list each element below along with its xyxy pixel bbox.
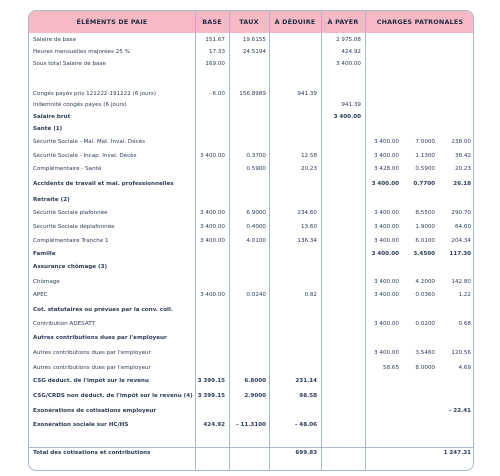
row-base	[195, 333, 225, 344]
row-charge-base: 58.65	[382, 365, 399, 371]
table-row	[29, 277, 473, 288]
row-taux	[229, 363, 266, 374]
row-taux	[229, 124, 266, 135]
row-a-deduire: 0.82	[304, 292, 317, 298]
row-a-deduire	[269, 406, 317, 417]
row-base	[195, 277, 225, 288]
row-a-deduire	[269, 195, 317, 206]
row-taux	[229, 348, 266, 359]
row-a-deduire	[269, 112, 317, 123]
row-charge-taux: 3.4500	[413, 251, 435, 257]
row-charge-base	[365, 47, 399, 58]
row-charge-taux	[401, 305, 435, 316]
row-a-payer	[321, 137, 361, 148]
table-row	[29, 179, 473, 190]
row-a-payer	[321, 195, 361, 206]
row-label: Heures mensuelles majorées 25 %	[33, 49, 130, 55]
row-a-deduire: - 48.06	[295, 422, 317, 428]
row-charge-montant	[437, 59, 471, 70]
row-base	[195, 195, 225, 206]
row-base: 3 400.00	[200, 153, 225, 159]
row-charge-montant	[437, 305, 471, 316]
row-taux	[229, 333, 266, 344]
row-a-payer	[321, 208, 361, 219]
row-base: 169.00	[205, 61, 225, 67]
row-label: Santé (1)	[33, 126, 63, 132]
row-a-payer: 941.39	[341, 102, 361, 108]
row-charge-base: 3 400.00	[374, 224, 399, 230]
row-base: 17.33	[208, 49, 225, 55]
row-base	[195, 448, 225, 459]
row-taux	[229, 249, 266, 260]
row-a-deduire: 136.34	[297, 238, 317, 244]
header-elements: ÉLÉMENTS DE PAIE	[76, 18, 148, 26]
row-charge-base	[365, 376, 399, 387]
row-a-payer	[321, 124, 361, 135]
row-charge-taux	[401, 391, 435, 402]
row-charge-montant: 0.68	[458, 321, 471, 327]
row-charge-taux: 0.7700	[413, 181, 435, 187]
row-charge-taux: 0.0200	[415, 321, 435, 327]
row-charge-taux: 6.0100	[415, 238, 435, 244]
row-a-deduire	[269, 333, 317, 344]
row-a-payer	[321, 249, 361, 260]
row-charge-taux: 7.0000	[415, 139, 435, 145]
row-taux: 2.9000	[244, 393, 266, 399]
row-charge-taux	[401, 333, 435, 344]
row-charge-taux: 3.5460	[415, 350, 435, 356]
row-label: Congés payés pris 121222-191222 (6 jours)	[33, 91, 157, 97]
table-row	[29, 305, 473, 316]
row-taux: 6.8000	[244, 378, 266, 384]
row-base: - 6.00	[208, 91, 225, 97]
row-taux: 0.5900	[246, 166, 266, 172]
row-label: Retraite (2)	[33, 197, 70, 203]
row-charge-montant: 38.42	[454, 153, 471, 159]
row-charge-taux: 8.0000	[415, 365, 435, 371]
row-base	[195, 112, 225, 123]
row-charge-montant: 64.60	[454, 224, 471, 230]
row-taux	[229, 59, 266, 70]
row-taux	[229, 179, 266, 190]
row-a-payer	[321, 236, 361, 247]
row-charge-base	[365, 406, 399, 417]
table-row	[29, 124, 473, 135]
row-base	[195, 124, 225, 135]
row-label: Exonérations de cotisations employeur	[33, 408, 157, 414]
row-label: Sécurité Sociale - Incap. Inval. Décès	[33, 153, 137, 159]
row-label: Salaire brut	[33, 114, 71, 120]
row-charge-montant: 204.34	[451, 238, 471, 244]
row-a-deduire	[269, 137, 317, 148]
row-a-payer: 2 975.08	[336, 37, 361, 43]
row-taux	[229, 277, 266, 288]
header-taux: TAUX	[239, 18, 259, 26]
table-row	[29, 391, 473, 402]
row-charge-base	[365, 448, 399, 459]
row-charge-base: 3 400.00	[374, 210, 399, 216]
row-label: Famille	[33, 251, 56, 257]
row-a-payer: 3 400.00	[336, 61, 361, 67]
table-row	[29, 262, 473, 273]
header-charges-patronales: CHARGES PATRONALES	[376, 18, 464, 26]
row-a-payer: 424.92	[341, 49, 361, 55]
row-charge-taux	[401, 406, 435, 417]
row-a-payer	[321, 448, 361, 459]
row-label: Complémentaire - Santé	[33, 166, 102, 172]
row-a-deduire	[269, 348, 317, 359]
row-charge-taux	[401, 262, 435, 273]
row-a-deduire: 13.60	[300, 224, 317, 230]
row-charge-base	[365, 333, 399, 344]
row-taux: 156.8989	[239, 91, 266, 97]
row-taux	[229, 305, 266, 316]
row-charge-montant	[437, 112, 471, 123]
row-charge-taux: 4.2000	[415, 279, 435, 285]
row-charge-taux	[401, 420, 435, 431]
row-taux: 19.6155	[242, 37, 266, 43]
row-a-payer	[321, 363, 361, 374]
row-charge-base: 3 428.00	[374, 166, 399, 172]
table-row	[29, 151, 473, 162]
row-charge-montant	[437, 100, 471, 111]
row-base	[195, 348, 225, 359]
header-a-payer: À PAYER	[327, 18, 359, 26]
row-charge-taux	[401, 124, 435, 135]
header-base: BASE	[202, 18, 222, 26]
row-a-payer	[321, 179, 361, 190]
row-a-payer	[321, 222, 361, 233]
row-a-deduire: 20.23	[300, 166, 317, 172]
row-a-payer	[321, 348, 361, 359]
row-label: Assurance chômage (3)	[33, 264, 108, 270]
row-a-deduire	[269, 305, 317, 316]
row-charge-montant	[437, 391, 471, 402]
row-label: Autres contributions dues par l'employeur	[33, 365, 151, 371]
table-row	[29, 59, 473, 70]
row-charge-taux: 1.1300	[415, 153, 435, 159]
row-base	[195, 164, 225, 175]
row-charge-montant: - 22.41	[449, 408, 471, 414]
row-charge-taux: 0.0360	[415, 292, 435, 298]
row-a-deduire	[269, 319, 317, 330]
row-charge-montant	[437, 420, 471, 431]
row-charge-base	[365, 391, 399, 402]
table-row	[29, 208, 473, 219]
row-a-deduire: 699.83	[295, 450, 317, 456]
row-a-deduire	[269, 35, 317, 46]
row-label: Sécurité Sociale plafonnée	[33, 210, 108, 216]
row-label: Salaire de base	[33, 37, 77, 43]
row-base	[195, 100, 225, 111]
row-base	[195, 137, 225, 148]
row-label: Total des cotisations et contributions	[33, 450, 151, 456]
header-a-deduire: À DÉDUIRE	[274, 18, 316, 26]
row-charge-montant	[437, 89, 471, 100]
row-a-deduire: 12.58	[300, 153, 317, 159]
row-charge-base	[365, 305, 399, 316]
row-a-deduire: 234.60	[297, 210, 317, 216]
row-base: 3 399.15	[197, 378, 225, 384]
row-taux: 6.9000	[246, 210, 266, 216]
row-base: 3 400.00	[200, 292, 225, 298]
row-label: Cot. statutaires ou prévues par la conv. coll.	[33, 307, 173, 313]
row-charge-montant: 1 247.31	[443, 450, 471, 456]
row-charge-taux	[401, 376, 435, 387]
row-charge-base: 3 400.00	[374, 350, 399, 356]
row-charge-montant	[437, 195, 471, 206]
row-charge-base	[365, 112, 399, 123]
row-charge-base	[365, 35, 399, 46]
table-row	[29, 164, 473, 175]
row-label: CSG déduct. de l'impôt sur le revenu	[33, 378, 149, 384]
row-label: Chômage	[33, 279, 60, 285]
row-a-payer	[321, 406, 361, 417]
row-taux	[229, 137, 266, 148]
table-row	[29, 89, 473, 100]
table-row	[29, 47, 473, 58]
row-base: 3 399.15	[197, 393, 225, 399]
table-row	[29, 363, 473, 374]
row-a-deduire	[269, 277, 317, 288]
row-charge-taux	[401, 47, 435, 58]
row-base: 3 400.00	[200, 210, 225, 216]
row-base: 151.67	[205, 37, 225, 43]
row-charge-base: 3 400.00	[374, 238, 399, 244]
row-charge-base	[365, 59, 399, 70]
row-charge-montant	[437, 47, 471, 58]
row-label: Sécurité Sociale déplafonnée	[33, 224, 115, 230]
row-a-payer	[321, 305, 361, 316]
row-charge-base	[365, 100, 399, 111]
row-base: 3 400.00	[200, 224, 225, 230]
row-charge-taux: 1.9000	[415, 224, 435, 230]
row-charge-montant: 142.80	[451, 279, 471, 285]
row-taux	[229, 319, 266, 330]
row-charge-montant	[437, 35, 471, 46]
row-a-deduire: 98.58	[299, 393, 317, 399]
row-charge-base: 3 400.00	[374, 321, 399, 327]
table-row	[29, 249, 473, 260]
table-header	[29, 11, 473, 33]
row-base: 424.92	[203, 422, 225, 428]
row-charge-montant	[437, 333, 471, 344]
row-taux: 0.0240	[246, 292, 266, 298]
row-base	[195, 179, 225, 190]
row-a-deduire	[269, 249, 317, 260]
table-row	[29, 112, 473, 123]
row-base	[195, 262, 225, 273]
row-a-payer	[321, 290, 361, 301]
row-label: Complémentaire Tranche 1	[33, 238, 109, 244]
table-row	[29, 290, 473, 301]
row-charge-base: 3 400.00	[374, 153, 399, 159]
row-charge-taux	[401, 89, 435, 100]
row-base	[195, 305, 225, 316]
row-charge-montant: 4.69	[458, 365, 471, 371]
row-label: Indemnité congés payés (6 jours)	[33, 102, 127, 108]
row-charge-taux: 0.5900	[415, 166, 435, 172]
table-row	[29, 420, 473, 431]
row-charge-montant: 117.30	[449, 251, 471, 257]
row-a-payer	[321, 262, 361, 273]
row-taux	[229, 262, 266, 273]
table-row	[29, 406, 473, 417]
row-a-payer	[321, 420, 361, 431]
row-charge-montant: 1.22	[458, 292, 471, 298]
row-charge-base	[365, 262, 399, 273]
row-label: Autres contributions dues par l'employeur	[33, 335, 167, 341]
row-a-deduire	[269, 262, 317, 273]
table-row	[29, 195, 473, 206]
row-a-deduire	[269, 100, 317, 111]
row-a-payer	[321, 164, 361, 175]
row-a-payer	[321, 376, 361, 387]
row-base	[195, 363, 225, 374]
row-taux: 24.5194	[242, 49, 266, 55]
row-base	[195, 406, 225, 417]
row-charge-base: 3 400.00	[374, 292, 399, 298]
row-label: Accidents de travail et mal. professionnelles	[33, 181, 174, 187]
row-label: Sous total Salaire de base	[33, 61, 106, 67]
payslip-table	[28, 10, 474, 471]
row-charge-taux	[401, 35, 435, 46]
row-a-deduire: 941.39	[297, 91, 317, 97]
row-taux	[229, 195, 266, 206]
row-charge-montant: 120.56	[451, 350, 471, 356]
row-taux: 4.0100	[246, 238, 266, 244]
table-row	[29, 100, 473, 111]
row-label: Contribution ADESATT	[33, 321, 95, 327]
row-charge-taux	[401, 59, 435, 70]
row-taux: 0.4000	[246, 224, 266, 230]
table-row	[29, 137, 473, 148]
row-charge-montant	[437, 124, 471, 135]
row-charge-montant	[437, 376, 471, 387]
row-label: APEC	[33, 292, 48, 298]
row-taux	[229, 112, 266, 123]
row-a-payer: 3 400.00	[333, 114, 361, 120]
table-row	[29, 348, 473, 359]
row-taux: 0.3700	[246, 153, 266, 159]
row-a-payer	[321, 333, 361, 344]
row-charge-montant	[437, 262, 471, 273]
row-charge-taux: 8.5500	[415, 210, 435, 216]
row-a-payer	[321, 391, 361, 402]
row-base: 3 400.00	[200, 238, 225, 244]
row-base	[195, 319, 225, 330]
table-row	[29, 448, 473, 459]
row-charge-base	[365, 195, 399, 206]
row-a-deduire: 231.14	[295, 378, 317, 384]
row-a-deduire	[269, 363, 317, 374]
row-charge-base: 3 400.00	[371, 181, 399, 187]
row-taux	[229, 448, 266, 459]
row-a-deduire	[269, 47, 317, 58]
row-a-deduire	[269, 179, 317, 190]
row-charge-base	[365, 124, 399, 135]
row-taux	[229, 100, 266, 111]
row-charge-taux	[401, 448, 435, 459]
row-charge-base	[365, 89, 399, 100]
row-a-deduire	[269, 59, 317, 70]
row-label: CSG/CRDS non déduct. de l'impôt sur le revenu (4)	[33, 393, 193, 399]
row-charge-taux	[401, 100, 435, 111]
row-charge-taux	[401, 112, 435, 123]
row-charge-montant: 290.70	[451, 210, 471, 216]
row-charge-montant: 20.23	[454, 166, 471, 172]
table-row	[29, 333, 473, 344]
row-charge-base: 3 400.00	[374, 139, 399, 145]
row-a-payer	[321, 277, 361, 288]
row-a-payer	[321, 89, 361, 100]
table-row	[29, 222, 473, 233]
row-label: Exonération sociale sur HC/HS	[33, 422, 129, 428]
row-charge-taux	[401, 195, 435, 206]
row-label: Sécurité Sociale - Mal. Mat. Inval. Décès	[33, 139, 146, 145]
row-label: Autres contributions dues par l'employeur	[33, 350, 151, 356]
row-taux	[229, 406, 266, 417]
table-row	[29, 236, 473, 247]
row-a-payer	[321, 319, 361, 330]
row-charge-base: 3 400.00	[374, 279, 399, 285]
row-charge-montant: 26.18	[453, 181, 471, 187]
row-base	[195, 249, 225, 260]
table-row	[29, 319, 473, 330]
row-a-payer	[321, 151, 361, 162]
table-row	[29, 376, 473, 387]
table-row	[29, 35, 473, 46]
row-taux: - 11.3100	[236, 422, 266, 428]
row-a-deduire	[269, 124, 317, 135]
row-charge-base: 3 400.00	[371, 251, 399, 257]
row-charge-montant: 238.00	[451, 139, 471, 145]
row-charge-base	[365, 420, 399, 431]
